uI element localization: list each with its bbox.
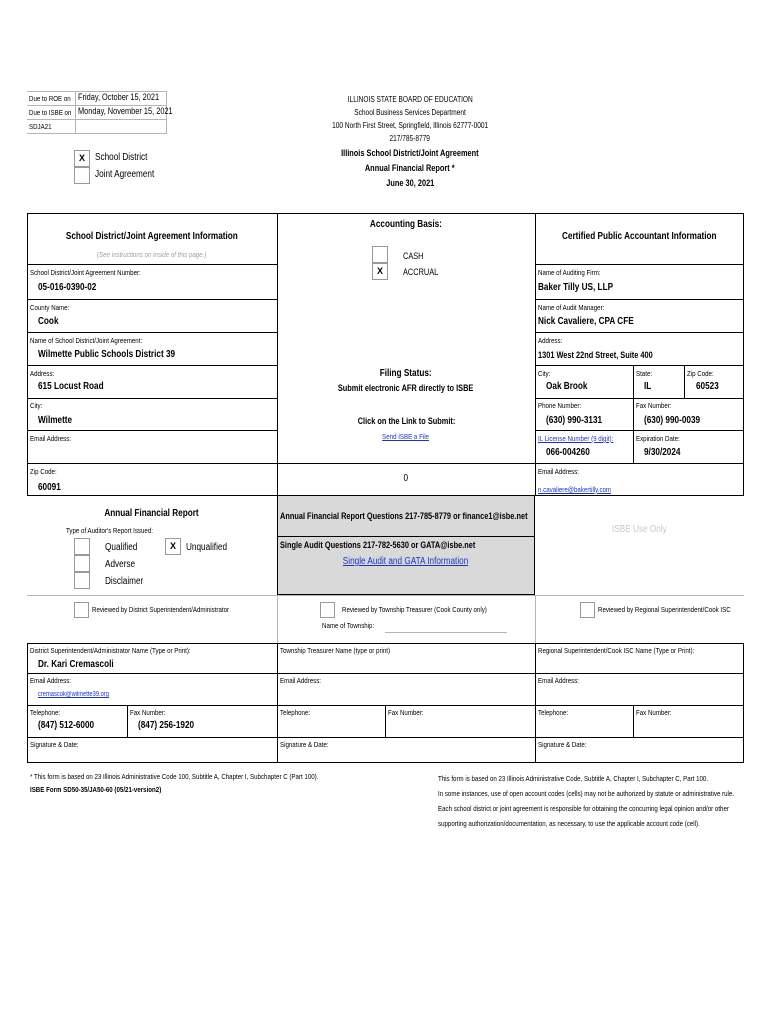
treasurer-fax-label: Fax Number: <box>388 708 424 717</box>
accrual-checkbox[interactable] <box>372 263 388 280</box>
district-telephone-label: Telephone: <box>30 708 61 717</box>
township-review-label: Reviewed by Township Treasurer (Cook County only) <box>342 605 487 614</box>
footer-right-line-2: In some instances, use of open account codes (cells) may not be authorized by statute or administrative rule. <box>438 789 735 798</box>
district-email-address-label: Email Address: <box>30 676 72 685</box>
filing-click-text: Click on the Link to Submit: <box>357 416 455 426</box>
district-name-label: Name of School District/Joint Agreement: <box>30 336 143 345</box>
form-code: SDJA21 <box>29 122 52 131</box>
single-audit-questions-text: Single Audit Questions 217-782-5630 or GATA@isbe.net <box>280 540 476 550</box>
isbe-use-only: ISBE Use Only <box>611 524 667 535</box>
cash-label: CASH <box>403 251 424 261</box>
treasurer-name-label: Township Treasurer Name (type or print) <box>280 646 391 655</box>
township-name-input-line[interactable] <box>385 632 507 633</box>
qualified-checkbox[interactable] <box>74 538 90 555</box>
report-title: Illinois School District/Joint Agreement <box>341 148 479 158</box>
county-label: County Name: <box>30 303 70 312</box>
school-district-mark: X <box>78 153 85 163</box>
due-isbe-label: Due to ISBE on <box>29 108 72 117</box>
due-roe-label: Due to ROE on <box>29 94 71 103</box>
cash-checkbox[interactable] <box>372 246 388 263</box>
cpa-fax-label: Fax Number: <box>636 401 672 410</box>
superintendent-name-value[interactable]: Dr. Kari Cremascoli <box>38 659 114 670</box>
form-id: ISBE Form SD50-35/JA50-60 (05/21-version2) <box>30 785 162 794</box>
cpa-section-title: Certified Public Accountant Information <box>561 231 717 242</box>
cpa-email-label: Email Address: <box>538 467 580 476</box>
adverse-checkbox[interactable] <box>74 555 90 572</box>
treasurer-telephone-label: Telephone: <box>280 708 311 717</box>
cpa-city-label: City: <box>538 369 551 378</box>
regional-name-label: Regional Superintendent/Cook ISC Name (Type or Print): <box>538 646 695 655</box>
district-city-label: City: <box>30 401 43 410</box>
cpa-fax-value[interactable]: (630) 990-0039 <box>644 415 701 426</box>
cpa-state-value[interactable]: IL <box>644 381 652 392</box>
cpa-zip-label: Zip Code: <box>687 369 714 378</box>
accounting-basis-title: Accounting Basis: <box>369 219 442 230</box>
cpa-zip-value[interactable]: 60523 <box>696 381 719 392</box>
accrual-mark: X <box>376 266 383 276</box>
regional-fax-label: Fax Number: <box>636 708 672 717</box>
district-telephone-value[interactable]: (847) 512-6000 <box>38 720 95 731</box>
district-signature-label: Signature & Date: <box>30 740 79 749</box>
treasurer-email-label: Email Address: <box>280 676 322 685</box>
superintendent-name-label: District Superintendent/Administrator Name (Type or Print): <box>30 646 191 655</box>
disclaimer-label: Disclaimer <box>105 576 144 587</box>
county-value[interactable]: Cook <box>38 316 59 327</box>
cpa-state-label: State: <box>636 369 653 378</box>
unqualified-label: Unqualified <box>186 542 228 553</box>
send-isbe-file-link[interactable]: Send ISBE a File <box>382 432 430 441</box>
district-instructions: (See instructions on inside of this page.) <box>97 250 207 259</box>
regional-review-label: Reviewed by Regional Superintendent/Cook ISC <box>598 605 731 614</box>
district-number-value[interactable]: 05-016-0390-02 <box>38 282 97 293</box>
department-name: School Business Services Department <box>354 108 466 117</box>
license-label-link[interactable]: IL License Number (9 digit): <box>538 434 614 443</box>
township-review-checkbox[interactable] <box>320 602 335 618</box>
district-fax-value[interactable]: (847) 256-1920 <box>138 720 195 731</box>
due-isbe-value: Monday, November 15, 2021 <box>78 106 173 116</box>
footer-right-line-3: Each school district or joint agreement is responsible for obtaining the concurring legal opinion and/or other <box>438 804 729 813</box>
unqualified-checkbox[interactable] <box>165 538 181 555</box>
license-value[interactable]: 066-004260 <box>546 447 590 458</box>
expiration-label: Expiration Date: <box>636 434 680 443</box>
manager-value[interactable]: Nick Cavaliere, CPA CFE <box>538 316 634 327</box>
district-name-value[interactable]: Wilmette Public Schools District 39 <box>38 349 176 360</box>
cpa-phone-value[interactable]: (630) 990-3131 <box>546 415 603 426</box>
afr-questions-text: Annual Financial Report Questions 217-785-8779 or finance1@isbe.net <box>280 511 528 521</box>
agency-address: 100 North First Street, Springfield, Illinois 62777-0001 <box>331 121 489 130</box>
footer-right-line-4: supporting authorization/documentation, as necessary, to use the applicable account code (cell). <box>438 819 700 828</box>
report-subtitle: Annual Financial Report * <box>365 163 455 173</box>
district-zip-value[interactable]: 60091 <box>38 482 61 493</box>
unqualified-mark: X <box>169 541 176 551</box>
firm-label: Name of Auditing Firm: <box>538 268 601 277</box>
district-address-value[interactable]: 615 Locust Road <box>38 381 104 392</box>
cpa-email-link[interactable]: n.cavaliere@bakertilly.com <box>538 485 612 494</box>
footer-right-line-1: This form is based on 23 Illinois Administrative Code, Subtitle A, Chapter I, Subchapter C, Part 100. <box>438 774 709 783</box>
district-city-value[interactable]: Wilmette <box>38 415 73 426</box>
adverse-label: Adverse <box>105 559 136 570</box>
filing-instruction: Submit electronic AFR directly to ISBE <box>338 383 474 393</box>
cpa-phone-label: Phone Number: <box>538 401 582 410</box>
regional-review-checkbox[interactable] <box>580 602 595 618</box>
agency-phone: 217/785-8779 <box>389 134 431 143</box>
expiration-value[interactable]: 9/30/2024 <box>644 447 681 458</box>
district-section-title: School District/Joint Agreement Information <box>66 231 238 242</box>
single-audit-gata-link[interactable]: Single Audit and GATA Information <box>343 556 469 567</box>
district-email-link[interactable]: cremascok@wilmette39.org <box>38 691 109 698</box>
regional-signature-label: Signature & Date: <box>538 740 587 749</box>
cpa-city-value[interactable]: Oak Brook <box>546 381 588 392</box>
filing-zero-value: 0 <box>403 473 409 484</box>
district-number-label: School District/Joint Agreement Number: <box>30 268 141 277</box>
school-district-checkbox[interactable] <box>74 150 90 167</box>
joint-agreement-label: Joint Agreement <box>95 169 155 180</box>
township-name-label: Name of Township: <box>322 621 375 630</box>
disclaimer-checkbox[interactable] <box>74 572 90 589</box>
regional-email-label: Email Address: <box>538 676 580 685</box>
agency-name: ILLINOIS STATE BOARD OF EDUCATION <box>347 95 473 104</box>
report-date: June 30, 2021 <box>385 178 434 188</box>
district-address-label: Address: <box>30 369 55 378</box>
accrual-label: ACCRUAL <box>403 267 439 277</box>
due-roe-value: Friday, October 15, 2021 <box>78 92 160 102</box>
qualified-label: Qualified <box>105 542 138 553</box>
manager-label: Name of Audit Manager: <box>538 303 605 312</box>
district-review-checkbox[interactable] <box>74 602 89 618</box>
footer-note: * This form is based on 23 Illinois Administrative Code 100, Subtitle A, Chapter I, Subchapter C (Part 100). <box>30 772 319 781</box>
district-zip-label: Zip Code: <box>30 467 57 476</box>
school-district-label: School District <box>95 152 148 163</box>
afr-title: Annual Financial Report <box>104 508 200 519</box>
district-fax-label: Fax Number: <box>130 708 166 717</box>
cpa-address-value[interactable]: 1301 West 22nd Street, Suite 400 <box>538 350 653 360</box>
firm-value[interactable]: Baker Tilly US, LLP <box>538 282 614 293</box>
filing-status-title: Filing Status: <box>380 368 432 379</box>
treasurer-signature-label: Signature & Date: <box>280 740 329 749</box>
regional-telephone-label: Telephone: <box>538 708 569 717</box>
auditor-report-label: Type of Auditor's Report Issued: <box>66 526 153 535</box>
district-review-label: Reviewed by District Superintendent/Administrator <box>92 605 230 614</box>
joint-agreement-checkbox[interactable] <box>74 167 90 184</box>
district-email-label: Email Address: <box>30 434 72 443</box>
cpa-address-label: Address: <box>538 336 563 345</box>
